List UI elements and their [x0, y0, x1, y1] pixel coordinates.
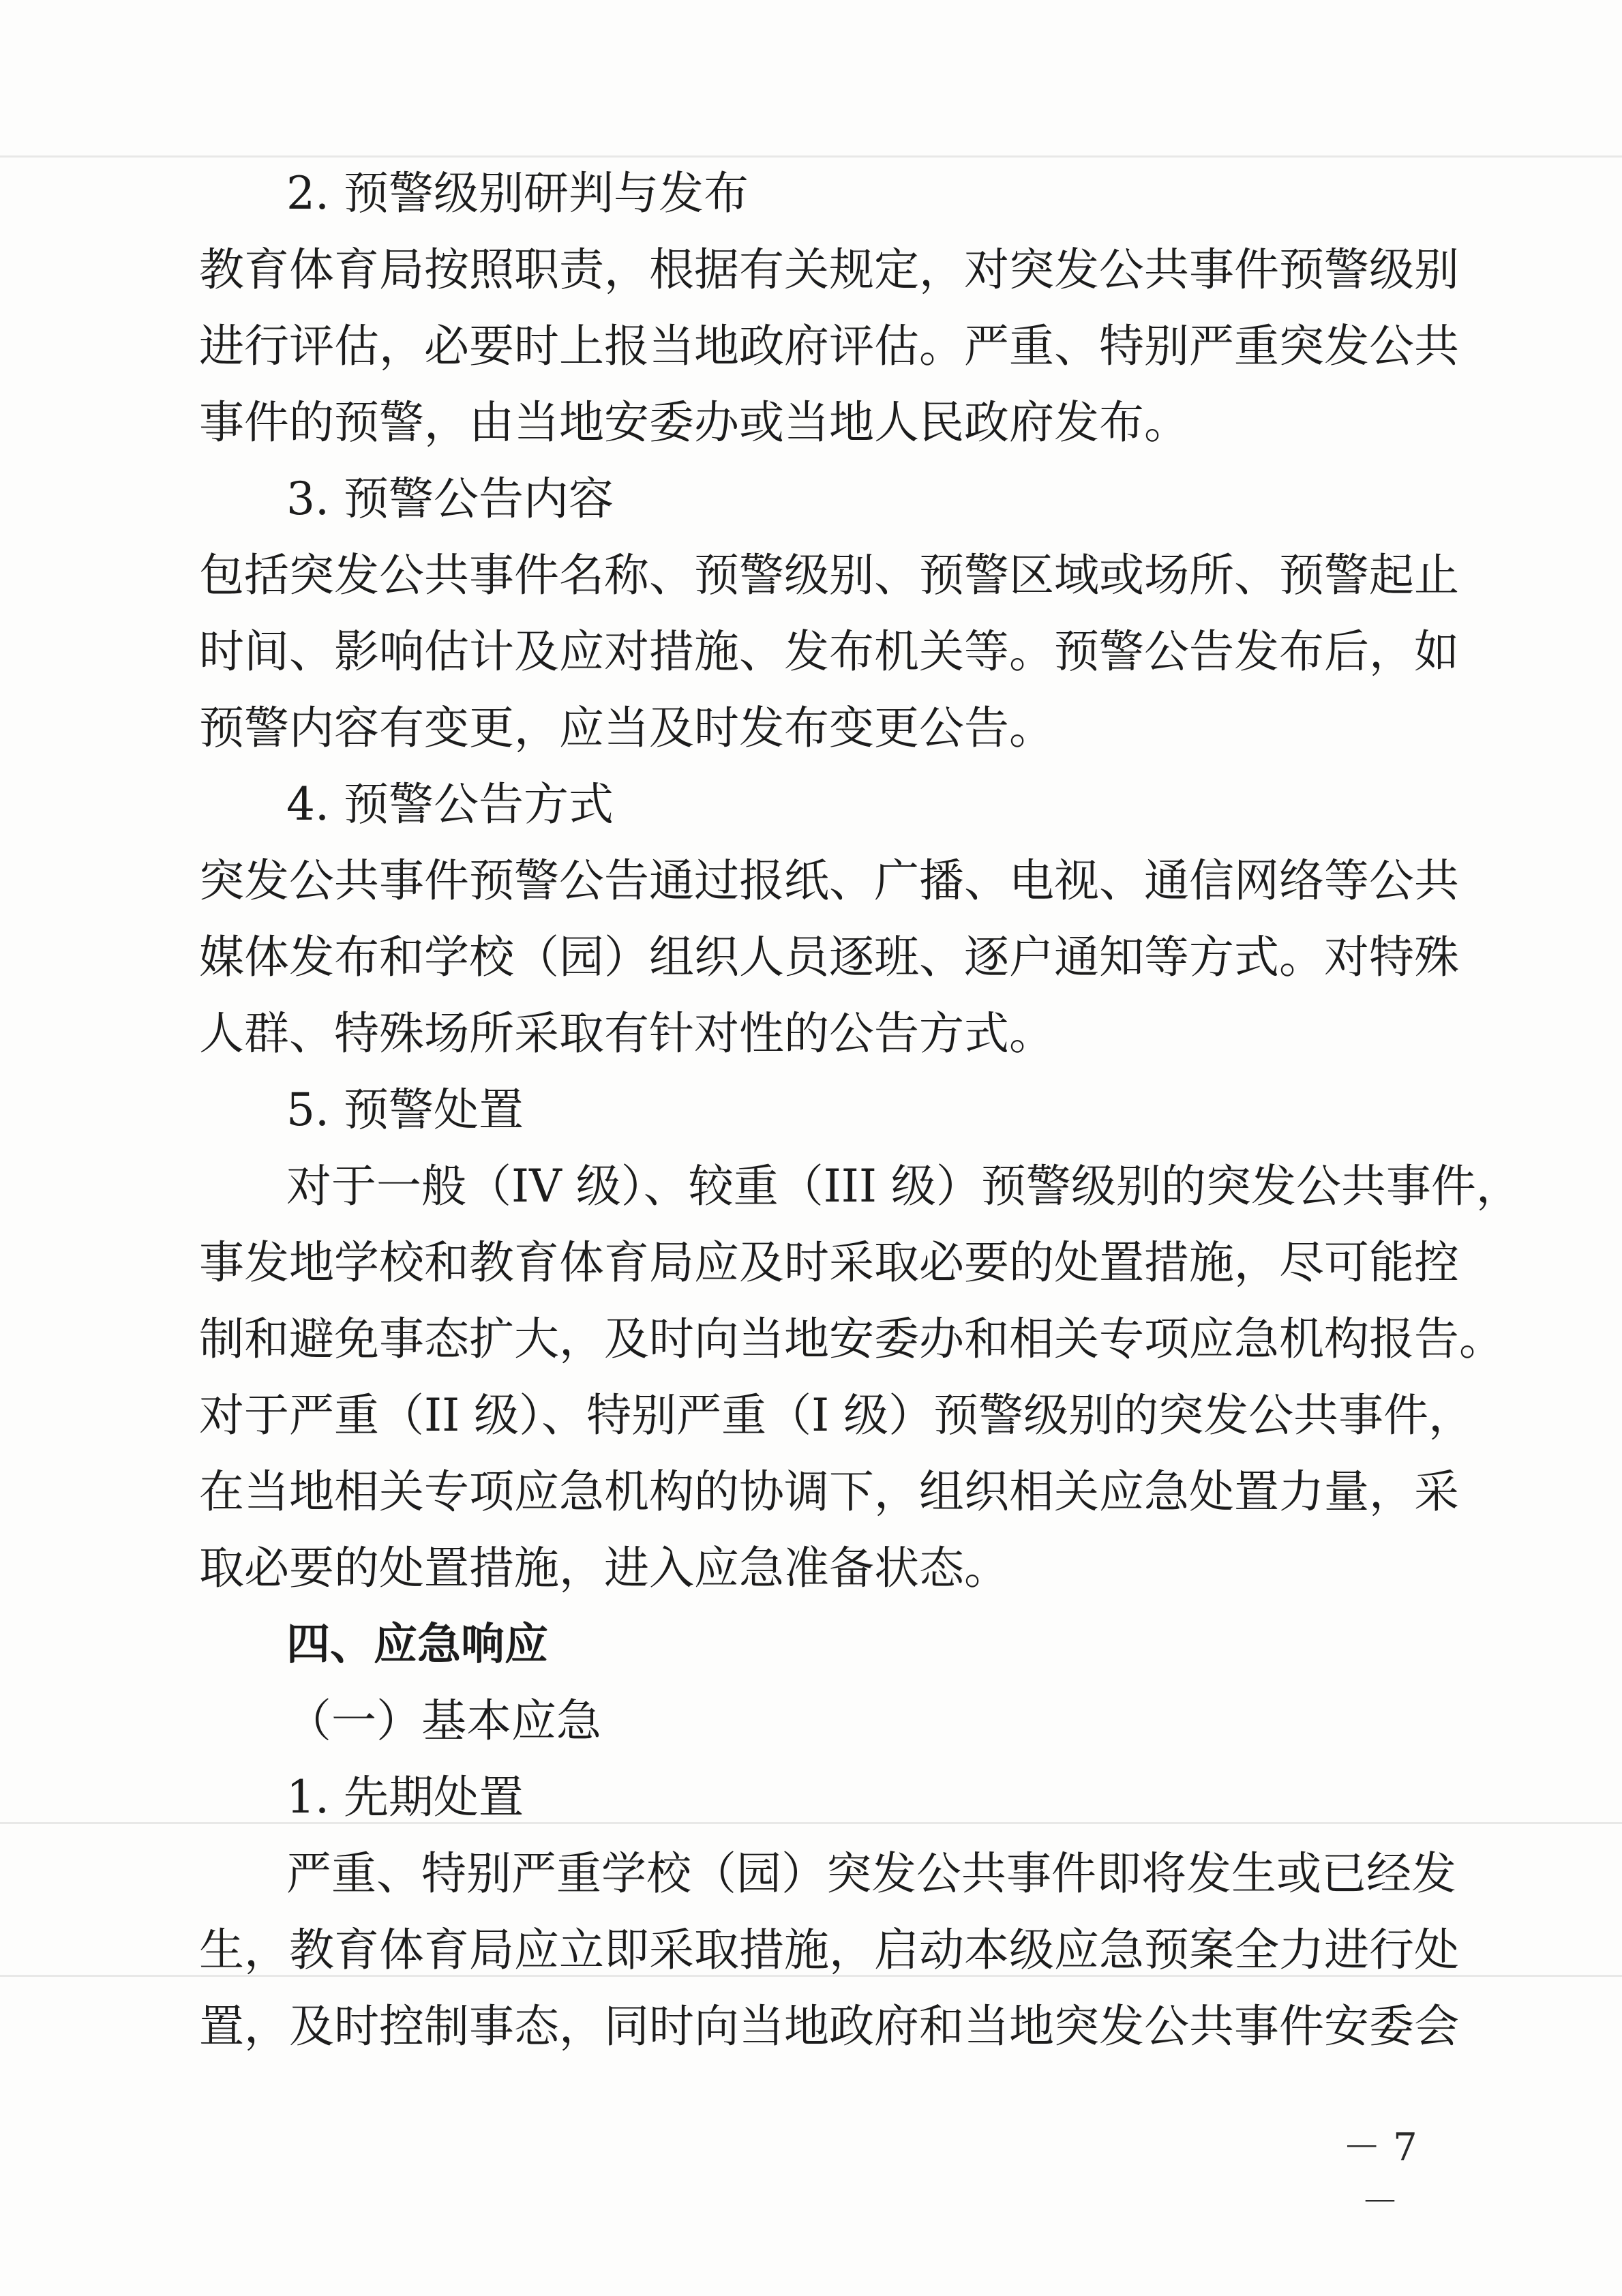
paragraph-line: 取必要的处置措施，进入应急准备状态。 [199, 1542, 1009, 1594]
scan-artifact [0, 155, 1622, 158]
paragraph-line: 事件的预警，由当地安委办或当地人民政府发布。 [199, 396, 1189, 449]
scan-artifact [0, 1822, 1622, 1824]
section-heading-initial-disposal: 1. 先期处置 [286, 1771, 524, 1823]
paragraph-line: 预警内容有变更，应当及时发布变更公告。 [199, 702, 1054, 754]
paragraph-line: 教育体育局按照职责，根据有关规定，对突发公共事件预警级别 [199, 243, 1459, 296]
paragraph-line: 严重、特别严重学校（园）突发公共事件即将发生或已经发 [286, 1847, 1456, 1900]
paragraph-line: 时间、影响估计及应对措施、发布机关等。预警公告发布后，如 [199, 625, 1459, 678]
paragraph-line: 包括突发公共事件名称、预警级别、预警区域或场所、预警起止 [199, 549, 1459, 601]
paragraph-line: 制和避免事态扩大，及时向当地安委办和相关专项应急机构报告。 [199, 1313, 1504, 1365]
paragraph-line: 生，教育体育局应立即采取措施，启动本级应急预案全力进行处 [199, 1924, 1459, 1976]
subsection-heading-basic-emergency: （一）基本应急 [286, 1695, 601, 1747]
section-heading-warning-level: 2. 预警级别研判与发布 [286, 167, 749, 220]
chapter-heading-emergency-response: 四、应急响应 [286, 1620, 548, 1670]
paragraph-line: 事发地学校和教育体育局应及时采取必要的处置措施，尽可能控 [199, 1236, 1459, 1289]
paragraph-line: 媒体发布和学校（园）组织人员逐班、逐户通知等方式。对特殊 [199, 931, 1459, 983]
paragraph-line: 在当地相关专项应急机构的协调下，组织相关应急处置力量，采 [199, 1465, 1459, 1518]
paragraph-line: 对于严重（II 级）、特别严重（I 级）预警级别的突发公共事件， [199, 1389, 1474, 1442]
paragraph-line: 对于一般（IV 级）、较重（III 级）预警级别的突发公共事件， [286, 1160, 1521, 1212]
paragraph-line: 进行评估，必要时上报当地政府评估。严重、特别严重突发公共 [199, 320, 1459, 372]
paragraph-line: 突发公共事件预警公告通过报纸、广播、电视、通信网络等公共 [199, 854, 1459, 907]
paragraph-line: 人群、特殊场所采取有针对性的公告方式。 [199, 1007, 1054, 1060]
page-number: － 7 － [1342, 2126, 1417, 2224]
section-heading-warning-disposal: 5. 预警处置 [286, 1084, 524, 1136]
section-heading-warning-content: 3. 预警公告内容 [286, 473, 614, 525]
paragraph-line: 置，及时控制事态，同时向当地政府和当地突发公共事件安委会 [199, 2000, 1459, 2053]
section-heading-warning-method: 4. 预警公告方式 [286, 778, 614, 831]
